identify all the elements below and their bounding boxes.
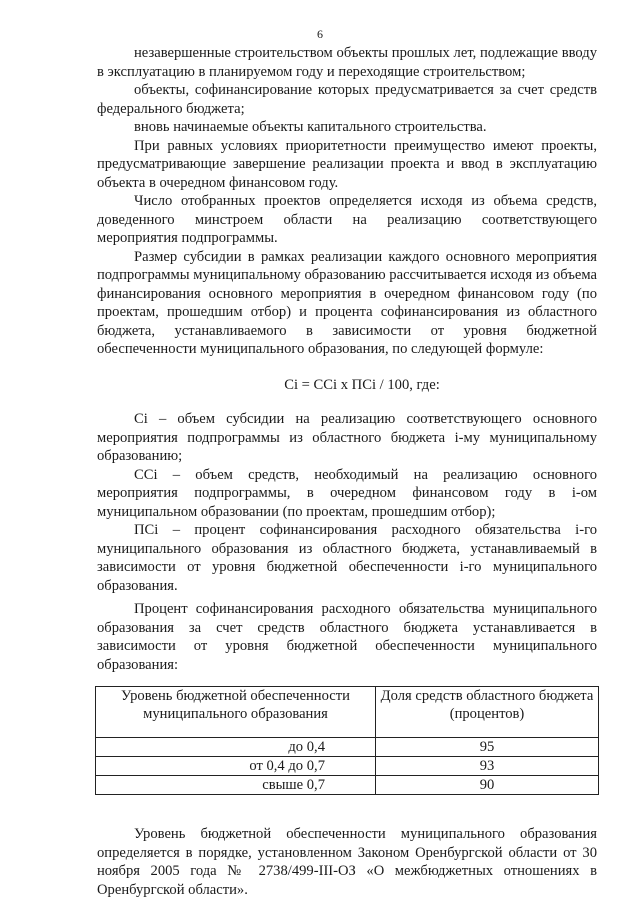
table-cell-share: 95 [376,738,599,757]
table-row [96,776,599,795]
table-cell-level: свыше 0,7 [96,776,376,795]
cofinancing-table [95,686,599,795]
paragraph: При равных условиях приоритетности преимущество имеют проекты, предусматривающие завершение реализации проекта и ввод в эксплуатацию объекта в очередном финансовом году. [97,137,597,191]
document-body [97,44,597,899]
page-number: 6 [317,27,323,41]
paragraph: Размер субсидии в рамках реализации каждого основного мероприятия подпрограммы муниципальному образованию рассчитывается исходя из объема финансирования основного мероприятия в очередном финансовом году (по проектам, прошедшим отбор) и процента софинансирования из областного бюджета, устанавливаемого в зависимости от уровня бюджетной обеспеченности муниципального образования, по следующей формуле: [97,248,597,357]
definition-pci: ПCi – процент софинансирования расходного обязательства i-го муниципального образования из областного бюджета, устанавливаемый в зависимости от уровня бюджетной обеспеченности i-го муниципального образования. [97,522,597,594]
closing-paragraph: Уровень бюджетной обеспеченности муниципального образования определяется в порядке, установленном Законом Оренбургской области от 30 ноября 2005 года № 2738/499-III-ОЗ «О межбюджетных отношениях в Оренбургской области». [97,826,597,898]
definition-cci: CCi – объем средств, необходимый на реализацию основного мероприятия подпрограммы, в очередном финансовом году в i-ом муниципальном образовании (по проектам, прошедшим отбор); [97,466,597,520]
paragraph: Число отобранных проектов определяется исходя из объема средств, доведенного минстроем области на реализацию соответствующего мероприятия подпрограммы. [97,193,597,246]
definition-ci: Ci – объем субсидии на реализацию соответствующего основного мероприятия подпрограммы из областного бюджета i-му муниципальному образованию; [97,411,597,464]
table-row [96,757,599,776]
table-row [96,738,599,757]
table-cell-share: 90 [376,776,599,795]
table-intro-paragraph: Процент софинансирования расходного обязательства муниципального образования за счет средств областного бюджета устанавливается в зависимости от уровня бюджетной обеспеченности муниципального образования: [97,601,597,673]
paragraph: незавершенные строительством объекты прошлых лет, подлежащие вводу в эксплуатацию в планируемом году и переходящие строительством; [97,45,597,80]
paragraph: вновь начинаемые объекты капитального строительства. [134,119,487,135]
table-cell-level: до 0,4 [96,738,376,757]
table-cell-share: 93 [376,757,599,776]
column-header-share: Доля средств областного бюджета (процентов) [376,687,599,738]
paragraph: объекты, софинансирование которых предусматривается за счет средств федерального бюджета; [97,82,597,117]
subsidy-formula: Ci = CCi x ПCi / 100, где: [284,376,440,393]
table-cell-level: от 0,4 до 0,7 [96,757,376,776]
column-header-level: Уровень бюджетной обеспеченности муниципального образования [96,687,376,738]
table-header-row [96,687,599,738]
